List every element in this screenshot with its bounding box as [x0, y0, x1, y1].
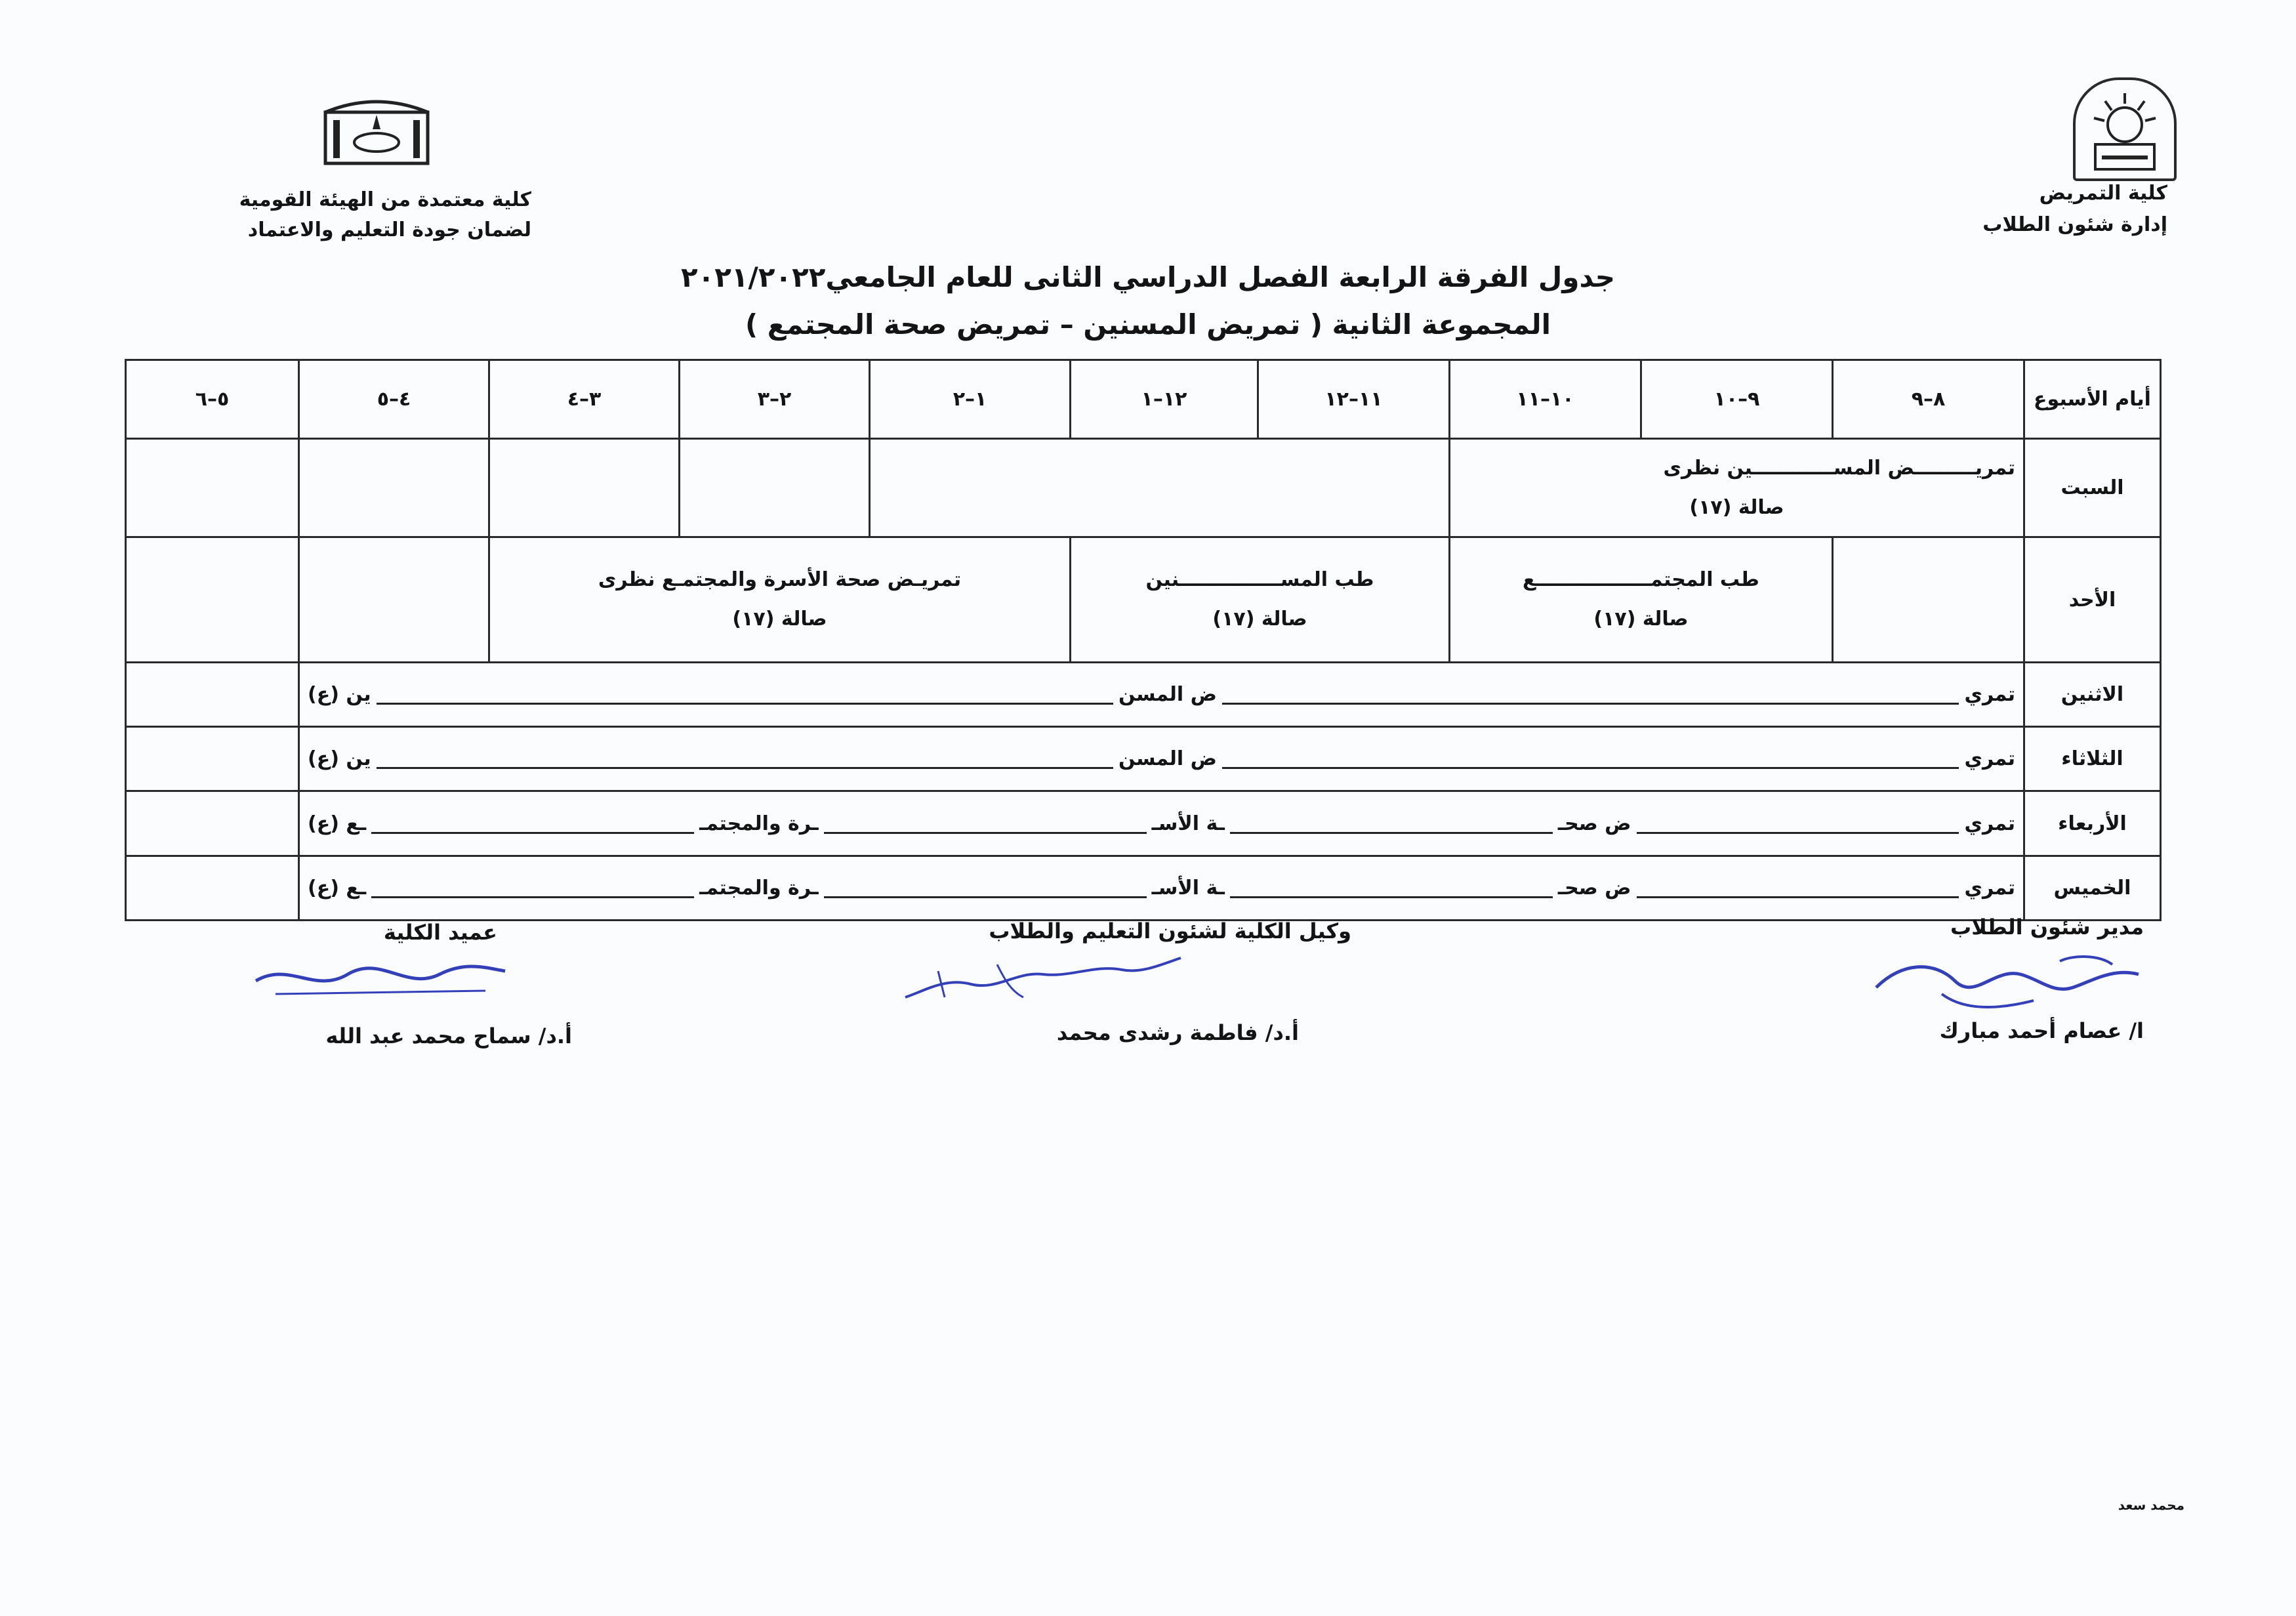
kashida-line: [1230, 832, 1553, 834]
kashida-line: [824, 832, 1147, 834]
empty-cell: [126, 856, 299, 920]
empty-cell: [489, 438, 680, 537]
empty-cell: [126, 662, 299, 726]
header-slot: ١٢–١: [1071, 360, 1258, 439]
thursday-course: [299, 856, 2024, 920]
header-row: [126, 360, 2161, 439]
empty-cell: [126, 727, 299, 791]
accreditation-line2: لضمان جودة التعليم والاعتماد: [247, 218, 531, 241]
schedule-table: [125, 359, 2162, 921]
text-part: ـرة والمجتمـ: [699, 876, 819, 900]
text-part: ـرة والمجتمـ: [699, 812, 819, 835]
sunday-course-3: [489, 537, 1071, 662]
accreditation-line1: كلية معتمدة من الهيئة القومية: [239, 188, 531, 211]
row-wednesday: [126, 791, 2161, 856]
text-part: ـع (ع): [308, 812, 367, 835]
course-title: تمريـض صحة الأسرة والمجتمـع نظرى: [598, 568, 962, 592]
header-slot: ٨–٩: [1833, 360, 2024, 439]
course-room: صالة (١٧): [1212, 608, 1307, 631]
empty-cell: [126, 438, 299, 537]
kashida-line: [1637, 832, 1959, 834]
header-slot: ١١–١٢: [1258, 360, 1450, 439]
students-affairs-name: ا/ عصام أحمد مبارك: [1939, 1018, 2144, 1043]
tuesday-course: [299, 727, 2024, 791]
text-part: ـع (ع): [308, 876, 367, 900]
handwritten-signature-icon: [249, 955, 512, 1007]
course-room: صالة (١٧): [732, 608, 827, 631]
dean-title: عميد الكلية: [383, 920, 497, 945]
course-title: تمريـــــــــض المســــــــــــين نظرى: [1663, 456, 2015, 480]
day-sunday: الأحد: [2024, 537, 2161, 662]
kashida-line: [371, 832, 694, 834]
text-part: ض صحـ: [1557, 876, 1631, 900]
students-affairs-signature: [1863, 948, 2145, 1020]
schedule-title: جدول الفرقة الرابعة الفصل الدراسي الثانى للعام الجامعي٢٠٢١/٢٠٢٢: [681, 261, 1615, 293]
empty-cell: [299, 438, 489, 537]
text-part: تمري: [1964, 876, 2015, 900]
empty-cell: [299, 537, 489, 662]
university-emblem-icon: [2076, 80, 2174, 178]
header-slot: ١٠–١١: [1450, 360, 1641, 439]
kashida-line: [1222, 767, 1959, 769]
empty-cell: [126, 791, 299, 856]
empty-cell: [1833, 537, 2024, 662]
header-slot: ٢–٣: [680, 360, 870, 439]
department-name: إدارة شئون الطلاب: [1982, 213, 2167, 236]
header-slot: ٩–١٠: [1641, 360, 1833, 439]
course-room: صالة (١٧): [1689, 495, 1784, 519]
saturday-course: [1450, 438, 2024, 537]
kashida-line: [1230, 896, 1553, 898]
header-slot: ٤–٥: [299, 360, 489, 439]
accreditation-logo: [321, 95, 432, 167]
kashida-line: [371, 896, 694, 898]
text-part: ين (ع): [307, 747, 371, 771]
text-part: ض المسن: [1118, 682, 1218, 706]
kashida-line: [377, 767, 1113, 769]
faculty-logo: [2073, 77, 2177, 181]
kashida-line: [824, 896, 1147, 898]
vice-dean-name: أ.د/ فاطمة رشدى محمد: [1056, 1020, 1299, 1045]
kashida-line: [1222, 703, 1959, 705]
course-title: طب المجتمـــــــــــــــــع: [1523, 568, 1759, 592]
handwritten-signature-icon: [899, 951, 1187, 1010]
row-sunday: [126, 537, 2161, 662]
row-thursday: [126, 856, 2161, 920]
day-monday: الاثنين: [2024, 662, 2161, 726]
kashida-line: [377, 703, 1113, 705]
row-monday: [126, 662, 2161, 726]
course-room: صالة (١٧): [1593, 608, 1689, 631]
accreditation-seal-icon: [321, 95, 432, 167]
day-thursday: الخميس: [2024, 856, 2161, 920]
header-days: أيام الأسبوع: [2024, 360, 2161, 439]
row-tuesday: [126, 727, 2161, 791]
header-slot: ١–٢: [870, 360, 1071, 439]
empty-cell: [870, 438, 1450, 537]
text-part: ـة الأسـ: [1151, 812, 1225, 835]
text-part: ض صحـ: [1557, 812, 1631, 835]
day-wednesday: الأربعاء: [2024, 791, 2161, 856]
monday-course: [299, 662, 2024, 726]
faculty-name: كلية التمريض: [2039, 182, 2167, 205]
vice-dean-signature: [899, 951, 1187, 1010]
wednesday-course: [299, 791, 2024, 856]
handwritten-signature-icon: [1863, 948, 2145, 1020]
dean-name: أ.د/ سماح محمد عبد الله: [325, 1024, 572, 1048]
text-part: تمري: [1964, 682, 2015, 706]
dean-signature: [249, 955, 512, 1007]
text-part: تمري: [1964, 747, 2015, 771]
sunday-course-2: [1071, 537, 1450, 662]
row-saturday: [126, 438, 2161, 537]
empty-cell: [126, 537, 299, 662]
text-part: تمري: [1964, 812, 2015, 835]
header-slot: ٥–٦: [126, 360, 299, 439]
course-title: طب المســـــــــــــــنين: [1145, 568, 1374, 592]
typist-note: محمد سعد: [2118, 1497, 2184, 1513]
students-affairs-title: مدير شئون الطلاب: [1950, 915, 2144, 940]
header-slot: ٣–٤: [489, 360, 680, 439]
text-part: ين (ع): [307, 682, 371, 706]
kashida-line: [1637, 896, 1959, 898]
schedule-subtitle: المجموعة الثانية ( تمريض المسنين – تمريض صحة المجتمع ): [745, 308, 1551, 341]
day-saturday: السبت: [2024, 438, 2161, 537]
text-part: ض المسن: [1118, 747, 1218, 771]
vice-dean-title: وكيل الكلية لشئون التعليم والطلاب: [989, 919, 1351, 943]
empty-cell: [680, 438, 870, 537]
text-part: ـة الأسـ: [1151, 876, 1225, 900]
day-tuesday: الثلاثاء: [2024, 727, 2161, 791]
sunday-course-1: [1450, 537, 1833, 662]
